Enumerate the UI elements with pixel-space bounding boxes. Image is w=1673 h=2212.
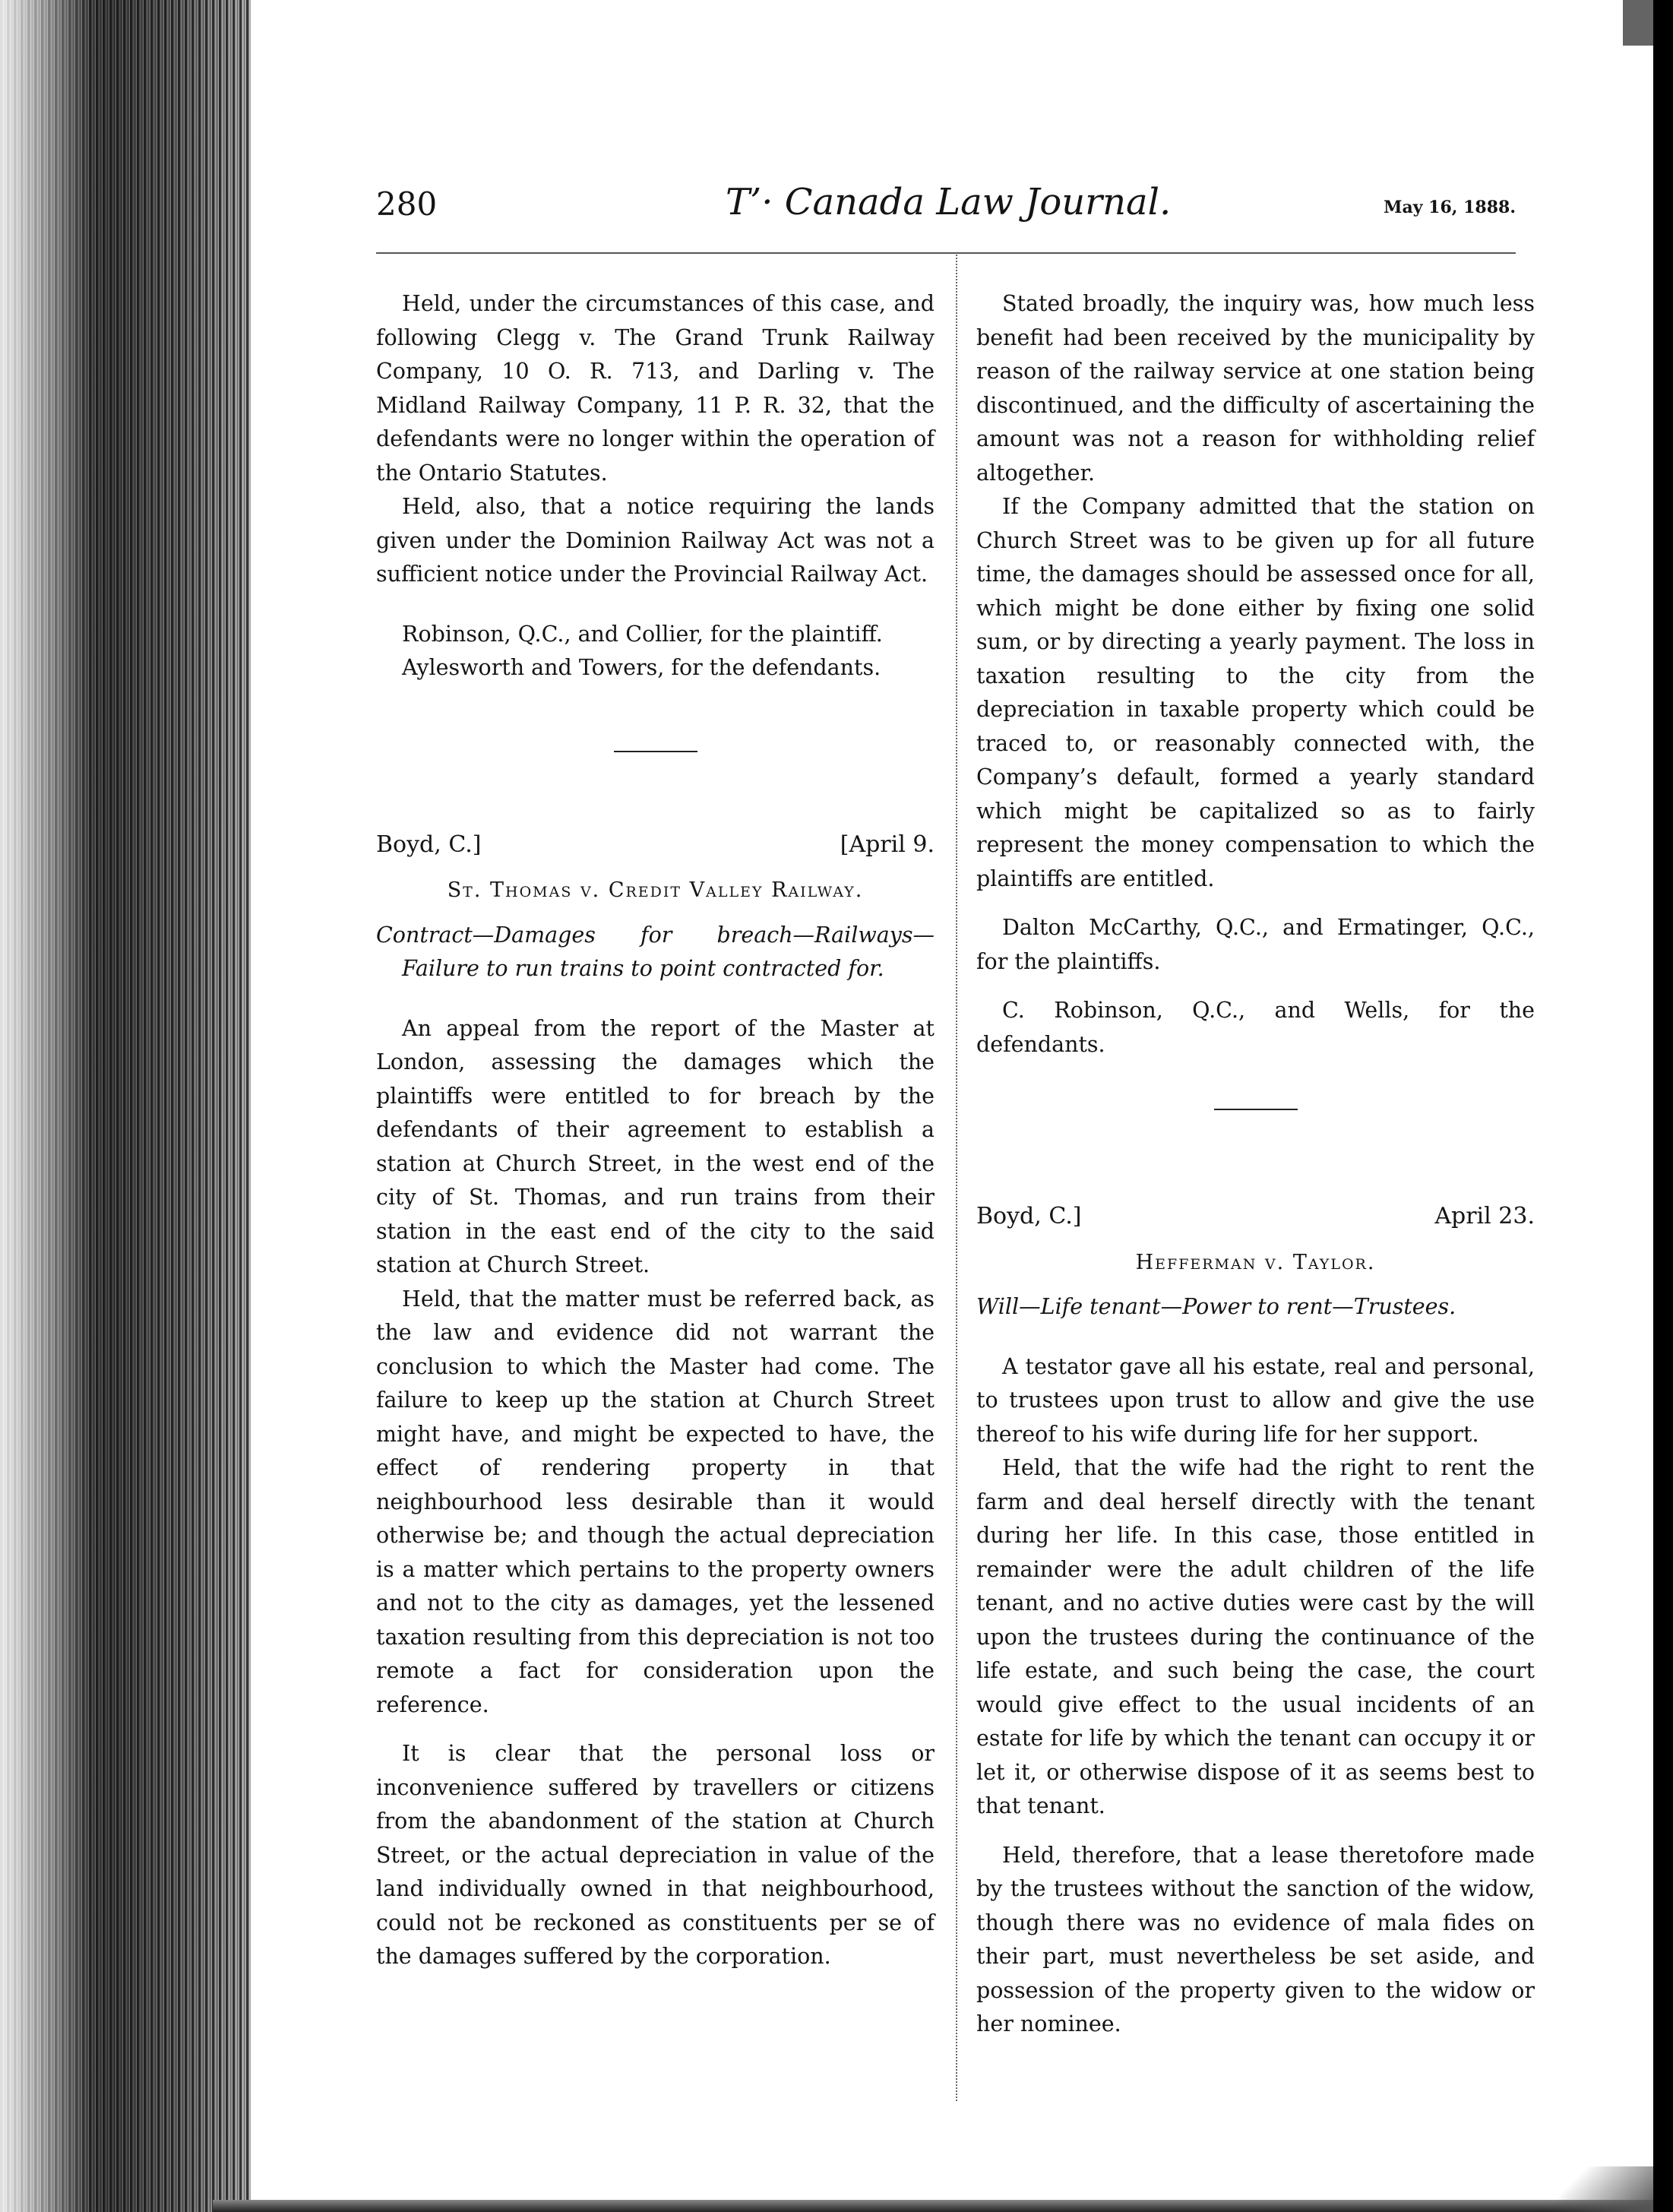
issue-date: May 16, 1888. — [1384, 198, 1516, 217]
right-held-paragraph: Held, that the wife had the right to rent the farm and deal herself directly with the tenant during her life. In this case, those entitled in remainder were the adult children of the life tenant, and no active duties were cast by the will upon the trustees during the continuance of the life estate, and such being the case, the court would give effect to the usual incidents of an estate for life by which the tenant can occupy it or let it, or otherwise dispose of it as seems best to that tenant. — [976, 1455, 1535, 1818]
case-judge: Boyd, C.] — [376, 831, 482, 858]
left-clear-paragraph: It is clear that the personal loss or inconvenience suffered by travellers or citizens from the abandonment of the station at Church Street, or the actual depreciation in value of the land individually owned in that neighbourhood, could not be reckoned as constituents per se of the damages suffered by the corporation. — [376, 1741, 935, 1969]
scanned-edge-fade — [0, 0, 91, 2212]
running-head — [376, 181, 1531, 234]
case-title: St. Thomas v. Credit Valley Railway. — [447, 878, 864, 902]
right-counsel-defendant: C. Robinson, Q.C., and Wells, for the defendants. — [976, 998, 1535, 1057]
case-catchwords: Will—Life tenant—Power to rent—Trustees. — [976, 1294, 1456, 1319]
case-header — [976, 1200, 1535, 1234]
scanned-right-border — [1653, 0, 1673, 2212]
left-column — [376, 287, 935, 1974]
left-held-paragraph-1: Held, under the circumstances of this case, and following Clegg v. The Grand Trunk Railway Company, 10 O. R. 713, and Darling v. The Midland Railway Company, 11 P. R. 32, that the defendants were no longer within the operation of the Ontario Statutes. — [376, 291, 935, 486]
right-counsel-plaintiff: Dalton McCarthy, Q.C., and Ermatinger, Q.C., for the plaintiffs. — [976, 915, 1535, 974]
case-title: Hefferman v. Taylor. — [1135, 1250, 1376, 1274]
case-catchwords: Contract—Damages for breach—Railways—Failure to run trains to point contracted for. — [376, 922, 935, 981]
journal-title: T’· Canada Law Journal. — [726, 181, 1172, 223]
header-rule — [376, 252, 1516, 254]
left-counsel-plaintiff: Robinson, Q.C., and Collier, for the plaintiff. — [402, 621, 883, 647]
case-separator — [1214, 1109, 1298, 1110]
left-held-paragraph-2: Held, also, that a notice requiring the lands given under the Dominion Railway Act was not a sufficient notice under the Provincial Railway Act. — [376, 494, 935, 587]
left-held-paragraph-3: Held, that the matter must be referred back, as the law and evidence did not warrant the conclusion to which the Master had come. The failure to keep up the station at Church Street might have, and might be expected to have, the effect of rendering property in that neighbourhood less desirable than it would otherwise be; and though the actual depreciation is a matter which pertains to the property owners and not to the city as damages, yet the lessened taxation resulting from this depreciation is not too remote a fact for consideration upon the reference. — [376, 1286, 935, 1717]
case-separator — [614, 751, 697, 752]
right-held-therefore-paragraph: Held, therefore, that a lease theretofore made by the trustees without the sanction of the widow, though there was no evidence of mala fides on their part, must nevertheless be set aside, and possession of the property given to the widow or her nominee. — [976, 1842, 1535, 2036]
right-column — [976, 287, 1535, 2042]
right-stated-paragraph: Stated broadly, the inquiry was, how much less benefit had been received by the municipality by reason of the railway service at one station being discontinued, and the difficulty of ascertaining the amount was not a reason for withholding relief altogether. — [976, 291, 1535, 486]
scanned-corner-bottom — [1539, 2166, 1653, 2212]
document-page — [376, 0, 1535, 2212]
page-number: 280 — [376, 185, 438, 223]
right-testator-paragraph: A testator gave all his estate, real and personal, to trustees upon trust to allow and give the use thereof to his wife during life for her support. — [976, 1353, 1535, 1447]
case-header — [376, 828, 935, 862]
left-appeal-paragraph: An appeal from the report of the Master at London, assessing the damages which the plaintiffs were entitled to for breach by the defendants of their agreement to establish a station at Church Street, in the west end of the city of St. Thomas, and run trains from their station in the east end of the city to the said station at Church Street. — [376, 1015, 935, 1277]
column-divider — [956, 255, 957, 2101]
case-date: April 23. — [1434, 1203, 1535, 1229]
right-company-paragraph: If the Company admitted that the station on Church Street was to be given up for all future time, the damages should be assessed once for all, which might be done either by fixing one solid sum, or by directing a yearly payment. The loss in taxation resulting to the city from the depreciation in taxable property which could be traced to, or reasonably connected with, the Company’s default, formed a yearly standard which might be capitalized so as to fairly represent the money compensation to which the plaintiffs are entitled. — [976, 494, 1535, 891]
case-judge: Boyd, C.] — [976, 1203, 1082, 1229]
left-counsel-defendant: Aylesworth and Towers, for the defendants. — [402, 655, 881, 680]
case-date: [April 9. — [840, 831, 935, 858]
scanned-corner-top — [1623, 0, 1653, 46]
